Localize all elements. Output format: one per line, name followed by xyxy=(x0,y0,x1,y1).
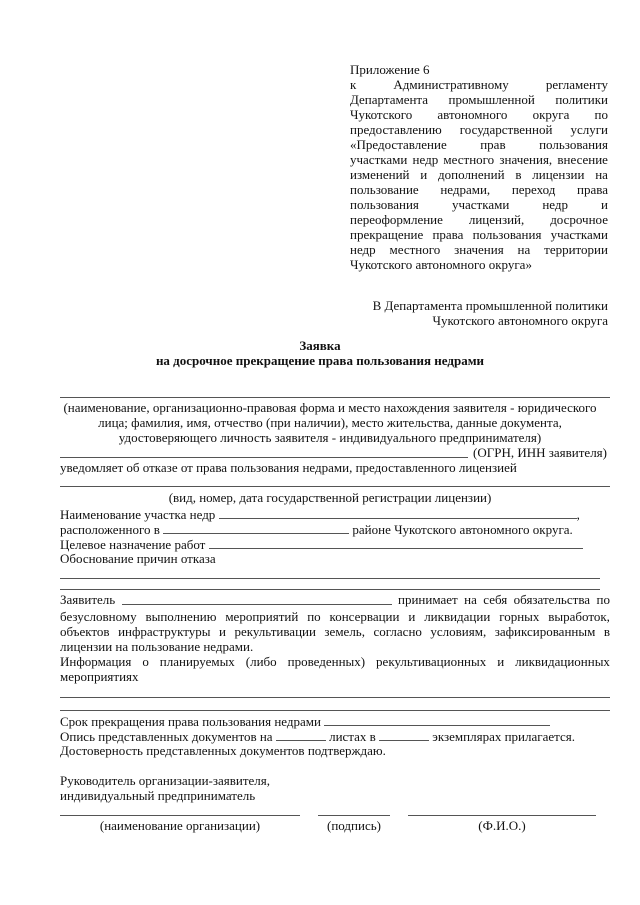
site-location-label: расположенного в xyxy=(60,522,160,537)
word: и xyxy=(420,167,428,182)
word: регламенту xyxy=(545,77,608,92)
work-purpose-field[interactable] xyxy=(209,536,583,549)
word: местного xyxy=(443,152,495,167)
word: земель, xyxy=(324,624,365,639)
word: досрочное xyxy=(550,212,608,227)
site-name-label: Наименование участка недр xyxy=(60,507,216,522)
word: округа xyxy=(532,107,570,122)
word: предоставлению xyxy=(350,122,442,137)
appendix-line xyxy=(350,137,608,152)
refusal-reason-line-1[interactable] xyxy=(60,578,600,579)
word: горных xyxy=(499,609,540,624)
word: на xyxy=(464,592,477,607)
appendix-line: Чукотского автономного округа» xyxy=(350,257,532,272)
document-subtitle: на досрочное прекращение права пользования недрами xyxy=(155,353,485,368)
inventory-row xyxy=(60,728,575,744)
word: недр xyxy=(350,242,376,257)
site-name-field[interactable] xyxy=(219,506,577,519)
word: проведенных) xyxy=(287,654,366,669)
word: значения xyxy=(454,242,504,257)
word: ликвидационных xyxy=(515,654,610,669)
word: дополнений xyxy=(438,167,505,182)
word: изменений xyxy=(350,167,410,182)
inventory-prefix: Опись представленных документов на xyxy=(60,729,273,744)
word: в xyxy=(603,624,610,639)
signature-hint: (подпись) xyxy=(327,818,381,833)
word: Департамента xyxy=(350,92,429,107)
word: о xyxy=(142,654,149,669)
obligation-line xyxy=(398,592,610,607)
word: Чукотского xyxy=(350,107,413,122)
word: права xyxy=(432,227,464,242)
word: переход xyxy=(511,182,556,197)
word: значения, xyxy=(499,152,553,167)
appendix-line xyxy=(350,242,608,257)
appendix-line xyxy=(350,167,608,182)
word: по xyxy=(594,107,608,122)
word: участками xyxy=(451,197,510,212)
site-location-field[interactable] xyxy=(163,521,349,534)
applicant-line[interactable] xyxy=(60,397,610,398)
ogrn-hint: (ОГРН, ИНН заявителя) xyxy=(473,445,607,460)
work-purpose-row xyxy=(60,536,583,552)
word: пользования xyxy=(472,227,542,242)
word: безусловному xyxy=(60,609,137,624)
word: пользования xyxy=(350,197,419,212)
signature-field[interactable] xyxy=(318,815,390,816)
word: местного xyxy=(389,242,441,257)
fio-field[interactable] xyxy=(408,815,596,816)
copies-count-field[interactable] xyxy=(379,728,429,741)
appendix-line xyxy=(350,212,608,227)
word: участками xyxy=(550,227,608,242)
word: ликвидации xyxy=(424,609,491,624)
word: переоформление xyxy=(350,212,443,227)
ogrn-line[interactable] xyxy=(60,457,468,458)
refusal-reason-label: Обоснование причин отказа xyxy=(60,551,216,566)
appendix-line xyxy=(350,152,608,167)
word: и xyxy=(497,654,505,669)
word: рекультивации xyxy=(234,624,316,639)
word: прекращение xyxy=(350,227,424,242)
applicant-hint-1: (наименование, организационно-правовая форма и место нахождения заявителя - юридического xyxy=(63,400,597,415)
term-row xyxy=(60,713,550,729)
signature-head-2: индивидуальный предприниматель xyxy=(60,788,256,803)
info-field-line-1[interactable] xyxy=(60,697,610,698)
inventory-mid: листах в xyxy=(329,729,376,744)
word: консервации xyxy=(329,609,400,624)
word: и xyxy=(218,624,226,639)
word: на xyxy=(595,167,608,182)
applicant-label: Заявитель xyxy=(60,592,116,607)
word: промышленной xyxy=(448,92,535,107)
word: недр xyxy=(542,197,568,212)
word: и xyxy=(601,197,608,212)
word: автономного xyxy=(437,107,508,122)
word: по xyxy=(307,609,321,624)
word: Информация xyxy=(60,654,132,669)
word: участками xyxy=(350,152,408,167)
appendix-line xyxy=(350,92,608,107)
word: политики xyxy=(555,92,608,107)
appendix-line xyxy=(350,77,608,92)
word: условиям, xyxy=(430,624,487,639)
appendix-line xyxy=(350,107,608,122)
license-hint: (вид, номер, дата государственной регистрации лицензии) xyxy=(168,490,492,505)
appendix-line xyxy=(350,122,608,137)
word: внесение xyxy=(557,152,608,167)
site-location-tail: районе Чукотского автономного округа. xyxy=(352,522,573,537)
site-name-end: , xyxy=(576,507,580,522)
word: и xyxy=(408,609,416,624)
addressee-line-2: Чукотского автономного округа xyxy=(432,313,608,328)
obligation-line xyxy=(60,624,610,639)
word: Административному xyxy=(393,77,509,92)
site-location-row xyxy=(60,521,573,537)
obligation-line xyxy=(60,609,610,624)
appendix-number: Приложение 6 xyxy=(350,62,430,77)
word: принимает xyxy=(398,592,458,607)
word: себя xyxy=(483,592,508,607)
term-label: Срок прекращения права пользования недрами xyxy=(60,714,321,729)
applicant-hint-3: удостоверяющего личность заявителя - индивидуального предпринимателя) xyxy=(118,430,542,445)
applicant-hint-2: лица; фамилия, имя, отчество (при наличии), место жительства, данные документа, xyxy=(98,415,562,430)
word: выработок, xyxy=(548,609,610,624)
word: пользования xyxy=(539,137,608,152)
license-line[interactable] xyxy=(60,486,610,487)
word: лицензий, xyxy=(468,212,525,227)
word: мероприятий xyxy=(225,609,299,624)
word: обязательства xyxy=(513,592,591,607)
word: права xyxy=(577,182,608,197)
signature-head-1: Руководитель организации-заявителя, xyxy=(60,773,271,788)
word: по xyxy=(596,592,610,607)
term-field[interactable] xyxy=(324,713,550,726)
word: «Предоставление xyxy=(350,137,447,152)
word: планируемых xyxy=(159,654,235,669)
word: (либо xyxy=(245,654,277,669)
addressee-line-1: В Департамента промышленной политики xyxy=(372,298,608,313)
confirm-text: Достоверность представленных документов подтверждаю. xyxy=(60,743,386,758)
word: согласно xyxy=(373,624,422,639)
word: выполнению xyxy=(145,609,217,624)
word: к xyxy=(350,77,357,92)
word: рекультивационных xyxy=(376,654,487,669)
applicant-name-field[interactable] xyxy=(122,604,392,605)
word: государственной xyxy=(459,122,553,137)
sheets-count-field[interactable] xyxy=(276,728,326,741)
word: объектов xyxy=(60,624,110,639)
obligation-last-line: лицензии на пользование недрами. xyxy=(60,639,254,654)
word: инфраструктуры xyxy=(118,624,211,639)
appendix-line xyxy=(350,227,608,242)
word: зафиксированным xyxy=(494,624,596,639)
word: территории xyxy=(544,242,608,257)
word: пользование xyxy=(350,182,419,197)
site-name-row xyxy=(60,506,580,522)
work-purpose-label: Целевое назначение работ xyxy=(60,537,206,552)
inventory-suffix: экземплярах прилагается. xyxy=(432,729,575,744)
appendix-line xyxy=(350,182,608,197)
org-name-hint: (наименование организации) xyxy=(99,818,261,833)
info-line xyxy=(60,654,610,669)
word: на xyxy=(517,242,531,257)
word: услуги xyxy=(570,122,608,137)
notify-text: уведомляет об отказе от права пользования недрами, предоставленного лицензией xyxy=(60,460,517,475)
org-name-field[interactable] xyxy=(60,815,300,816)
info-field-line-2[interactable] xyxy=(60,710,610,711)
document-title: Заявка xyxy=(299,338,341,353)
word: лицензии xyxy=(532,167,585,182)
refusal-reason-line-2[interactable] xyxy=(60,589,600,590)
word: недр xyxy=(412,152,439,167)
fio-hint: (Ф.И.О.) xyxy=(478,818,526,833)
word: прав xyxy=(480,137,506,152)
info-line-2: мероприятиях xyxy=(60,669,139,684)
word: недрами, xyxy=(440,182,491,197)
appendix-line xyxy=(350,197,608,212)
word: в xyxy=(515,167,522,182)
